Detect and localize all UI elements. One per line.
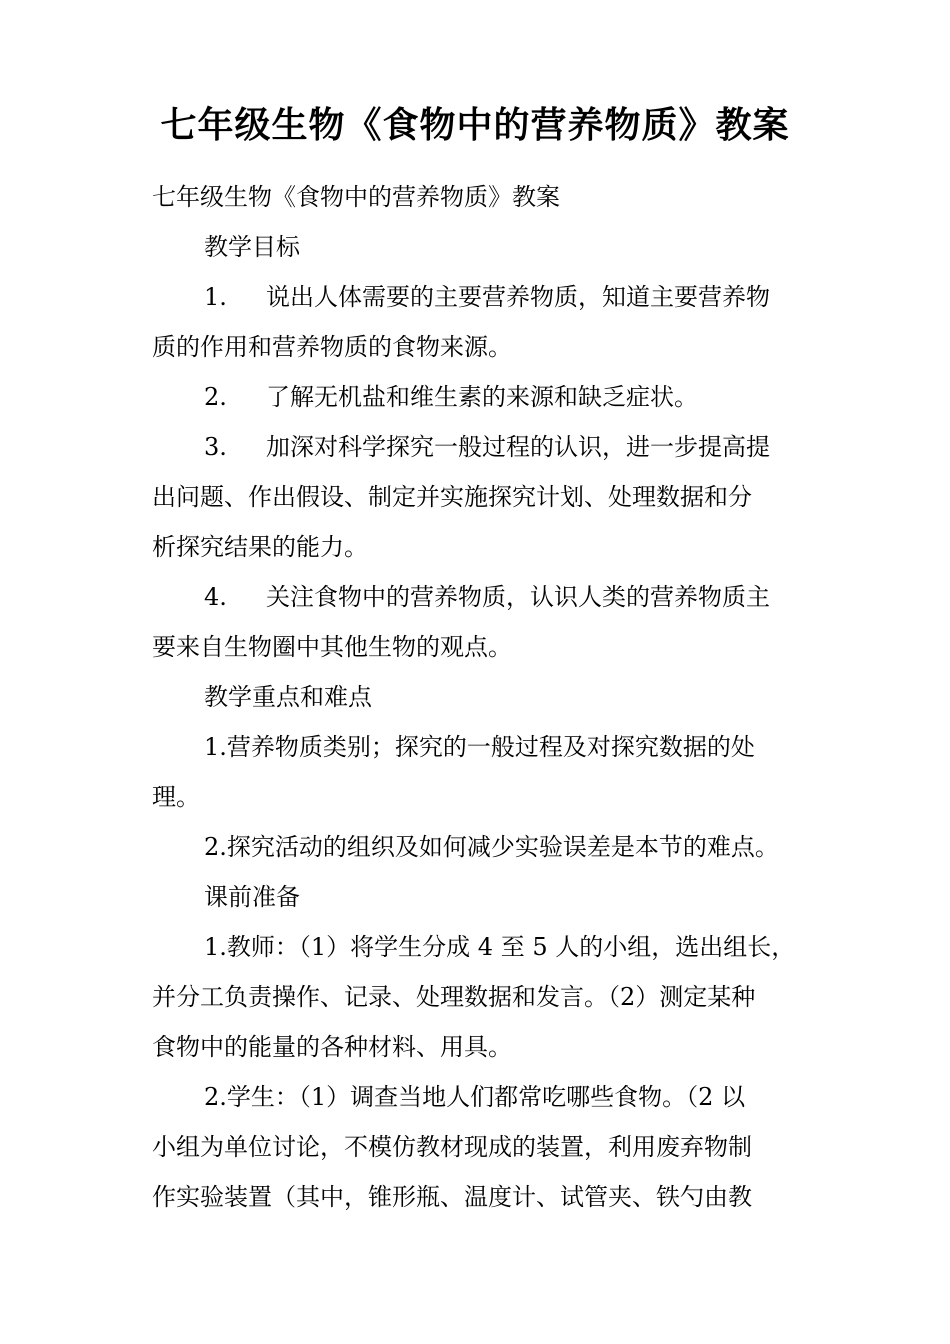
- keypoint-1-line-2: 理。: [152, 783, 200, 811]
- keypoint-1-line-1: 1.营养物质类别；探究的一般过程及对探究数据的处: [204, 733, 755, 761]
- objective-1-text: 说出人体需要的主要营养物质，知道主要营养物: [266, 283, 770, 311]
- objective-3-line-3: 析探究结果的能力。: [152, 533, 368, 561]
- document-subtitle: 七年级生物《食物中的营养物质》教案: [152, 183, 560, 211]
- objective-3-text: 加深对科学探究一般过程的认识，进一步提高提: [266, 433, 770, 461]
- objective-3-number: 3.: [204, 433, 227, 461]
- keypoint-2-line-1: 2.探究活动的组织及如何减少实验误差是本节的难点。: [204, 833, 779, 861]
- objective-2-number: 2.: [204, 383, 227, 411]
- prep-1-line-1: 1.教师：（1）将学生分成 4 至 5 人的小组，选出组长，: [204, 933, 796, 961]
- prep-1-line-2: 并分工负责操作、记录、处理数据和发言。（2）测定某种: [152, 983, 756, 1011]
- prep-heading: 课前准备: [204, 883, 300, 911]
- objective-1-line-2: 质的作用和营养物质的食物来源。: [152, 333, 512, 361]
- prep-1-line-3: 食物中的能量的各种材料、用具。: [152, 1033, 512, 1061]
- keypoints-heading: 教学重点和难点: [204, 683, 372, 711]
- objective-2-text: 了解无机盐和维生素的来源和缺乏症状。: [266, 383, 698, 411]
- objective-1-number: 1.: [204, 283, 227, 311]
- objective-2-line-1: [152, 372, 812, 422]
- objective-3-line-2: 出问题、作出假设、制定并实施探究计划、处理数据和分: [152, 483, 752, 511]
- objective-4-line-1: [152, 572, 812, 622]
- objective-1-line-1: [152, 272, 812, 322]
- document-body: [152, 172, 812, 1222]
- objectives-heading: 教学目标: [204, 233, 300, 261]
- prep-2-line-2: 小组为单位讨论，不模仿教材现成的装置，利用废弃物制: [152, 1133, 752, 1161]
- document-title: 七年级生物《食物中的营养物质》教案: [160, 105, 790, 146]
- prep-2-line-3: 作实验装置（其中，锥形瓶、温度计、试管夹、铁勺由教: [152, 1183, 752, 1211]
- objective-4-text: 关注食物中的营养物质，认识人类的营养物质主: [266, 583, 770, 611]
- objective-3-line-1: [152, 422, 812, 472]
- prep-2-line-1: 2.学生：（1）调查当地人们都常吃哪些食物。（2 以: [204, 1083, 746, 1111]
- objective-4-line-2: 要来自生物圈中其他生物的观点。: [152, 633, 512, 661]
- objective-4-number: 4.: [204, 583, 227, 611]
